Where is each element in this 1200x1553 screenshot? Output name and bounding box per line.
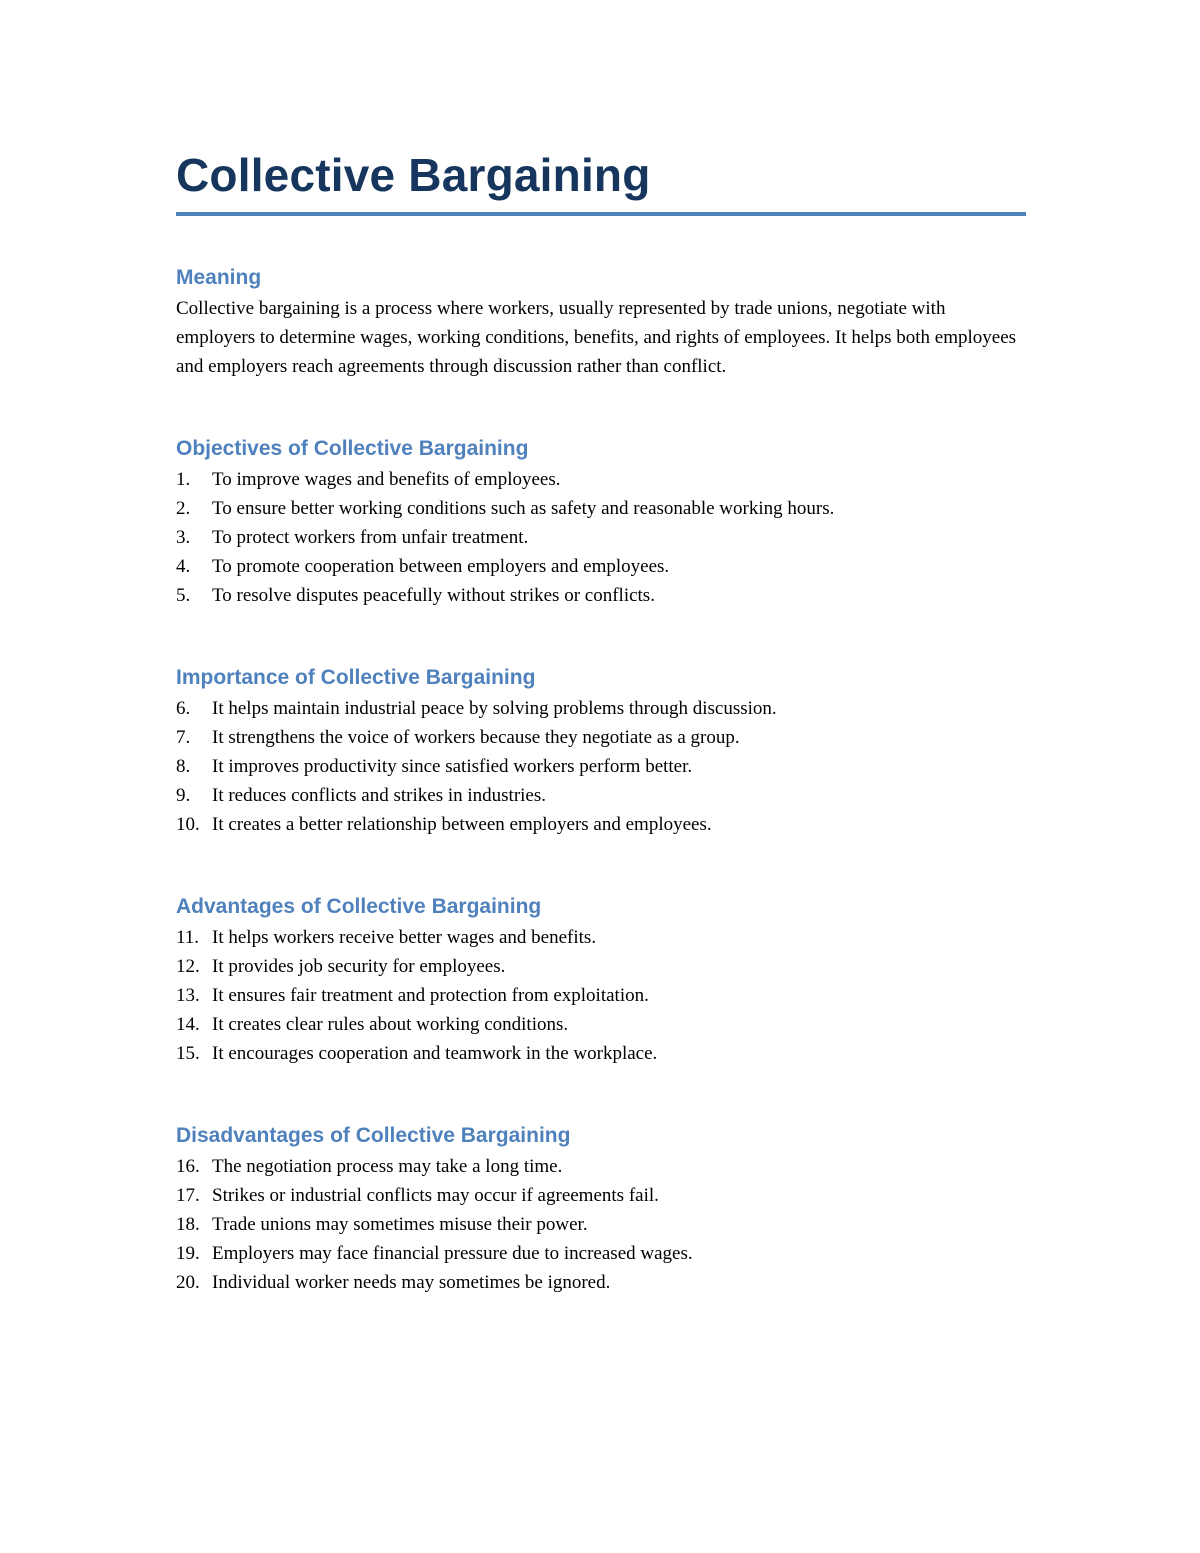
list-item-number: 19. bbox=[176, 1243, 200, 1264]
list-item bbox=[176, 1181, 1026, 1210]
importance-list bbox=[176, 694, 1026, 839]
list-item-text: Individual worker needs may sometimes be ignored. bbox=[212, 1272, 611, 1293]
list-item bbox=[176, 1210, 1026, 1239]
list-item-number: 2. bbox=[176, 498, 191, 519]
list-item-number: 8. bbox=[176, 756, 191, 777]
list-item bbox=[176, 723, 1026, 752]
list-item-text: It ensures fair treatment and protection from exploitation. bbox=[212, 985, 649, 1006]
list-item bbox=[176, 1010, 1026, 1039]
list-item-text: To protect workers from unfair treatment. bbox=[212, 527, 529, 548]
section-heading-importance: Importance of Collective Bargaining bbox=[176, 666, 536, 689]
list-item-number: 12. bbox=[176, 956, 200, 977]
section-advantages bbox=[176, 891, 1026, 1068]
list-item-text: It strengthens the voice of workers because they negotiate as a group. bbox=[212, 727, 740, 748]
list-item bbox=[176, 981, 1026, 1010]
list-item bbox=[176, 752, 1026, 781]
section-heading-meaning: Meaning bbox=[176, 266, 262, 289]
list-item-text: The negotiation process may take a long time. bbox=[212, 1156, 563, 1177]
document-content bbox=[176, 140, 1026, 1297]
list-item-number: 14. bbox=[176, 1014, 200, 1035]
list-item-text: To resolve disputes peacefully without strikes or conflicts. bbox=[212, 585, 655, 606]
section-objectives bbox=[176, 433, 1026, 610]
meaning-paragraph: Collective bargaining is a process where workers, usually represented by trade unions, negotiate with employers to determine wages, working conditions, benefits, and rights of employees. It helps both employees and employers reach agreements through discussion rather than conflict. bbox=[176, 298, 1017, 377]
list-item bbox=[176, 552, 1026, 581]
list-item-text: It helps workers receive better wages and benefits. bbox=[212, 927, 597, 948]
document-title: Collective Bargaining bbox=[176, 149, 651, 201]
list-item-number: 10. bbox=[176, 814, 200, 835]
list-item bbox=[176, 1152, 1026, 1181]
list-item bbox=[176, 1239, 1026, 1268]
list-item bbox=[176, 523, 1026, 552]
list-item bbox=[176, 952, 1026, 981]
advantages-list bbox=[176, 923, 1026, 1068]
list-item-text: To improve wages and benefits of employees. bbox=[212, 469, 561, 490]
list-item bbox=[176, 923, 1026, 952]
section-meaning bbox=[176, 262, 1026, 381]
list-item-number: 15. bbox=[176, 1043, 200, 1064]
disadvantages-list bbox=[176, 1152, 1026, 1297]
list-item-text: It provides job security for employees. bbox=[212, 956, 506, 977]
section-disadvantages bbox=[176, 1120, 1026, 1297]
list-item-text: It encourages cooperation and teamwork in the workplace. bbox=[212, 1043, 658, 1064]
section-importance bbox=[176, 662, 1026, 839]
section-heading-disadvantages: Disadvantages of Collective Bargaining bbox=[176, 1124, 571, 1147]
list-item-number: 18. bbox=[176, 1214, 200, 1235]
list-item-number: 20. bbox=[176, 1272, 200, 1293]
list-item-number: 5. bbox=[176, 585, 191, 606]
list-item-text: Employers may face financial pressure due to increased wages. bbox=[212, 1243, 693, 1264]
list-item bbox=[176, 694, 1026, 723]
list-item-number: 16. bbox=[176, 1156, 200, 1177]
list-item-text: Trade unions may sometimes misuse their power. bbox=[212, 1214, 588, 1235]
list-item-text: Strikes or industrial conflicts may occur if agreements fail. bbox=[212, 1185, 659, 1206]
objectives-list bbox=[176, 465, 1026, 610]
title-underline bbox=[176, 212, 1026, 216]
list-item-text: To ensure better working conditions such as safety and reasonable working hours. bbox=[212, 498, 835, 519]
list-item-number: 4. bbox=[176, 556, 191, 577]
list-item-number: 13. bbox=[176, 985, 200, 1006]
list-item bbox=[176, 781, 1026, 810]
list-item-text: It helps maintain industrial peace by solving problems through discussion. bbox=[212, 698, 777, 719]
list-item bbox=[176, 810, 1026, 839]
list-item bbox=[176, 1268, 1026, 1297]
list-item bbox=[176, 1039, 1026, 1068]
list-item-number: 11. bbox=[176, 927, 200, 948]
list-item bbox=[176, 465, 1026, 494]
list-item bbox=[176, 581, 1026, 610]
list-item bbox=[176, 494, 1026, 523]
list-item-text: To promote cooperation between employers and employees. bbox=[212, 556, 670, 577]
section-heading-objectives: Objectives of Collective Bargaining bbox=[176, 437, 529, 460]
list-item-number: 3. bbox=[176, 527, 191, 548]
list-item-text: It improves productivity since satisfied workers perform better. bbox=[212, 756, 693, 777]
list-item-text: It creates a better relationship between employers and employees. bbox=[212, 814, 712, 835]
list-item-number: 7. bbox=[176, 727, 191, 748]
list-item-number: 9. bbox=[176, 785, 191, 806]
list-item-text: It reduces conflicts and strikes in industries. bbox=[212, 785, 547, 806]
list-item-number: 1. bbox=[176, 469, 191, 490]
list-item-text: It creates clear rules about working conditions. bbox=[212, 1014, 569, 1035]
list-item-number: 6. bbox=[176, 698, 191, 719]
list-item-number: 17. bbox=[176, 1185, 200, 1206]
section-heading-advantages: Advantages of Collective Bargaining bbox=[176, 895, 542, 918]
